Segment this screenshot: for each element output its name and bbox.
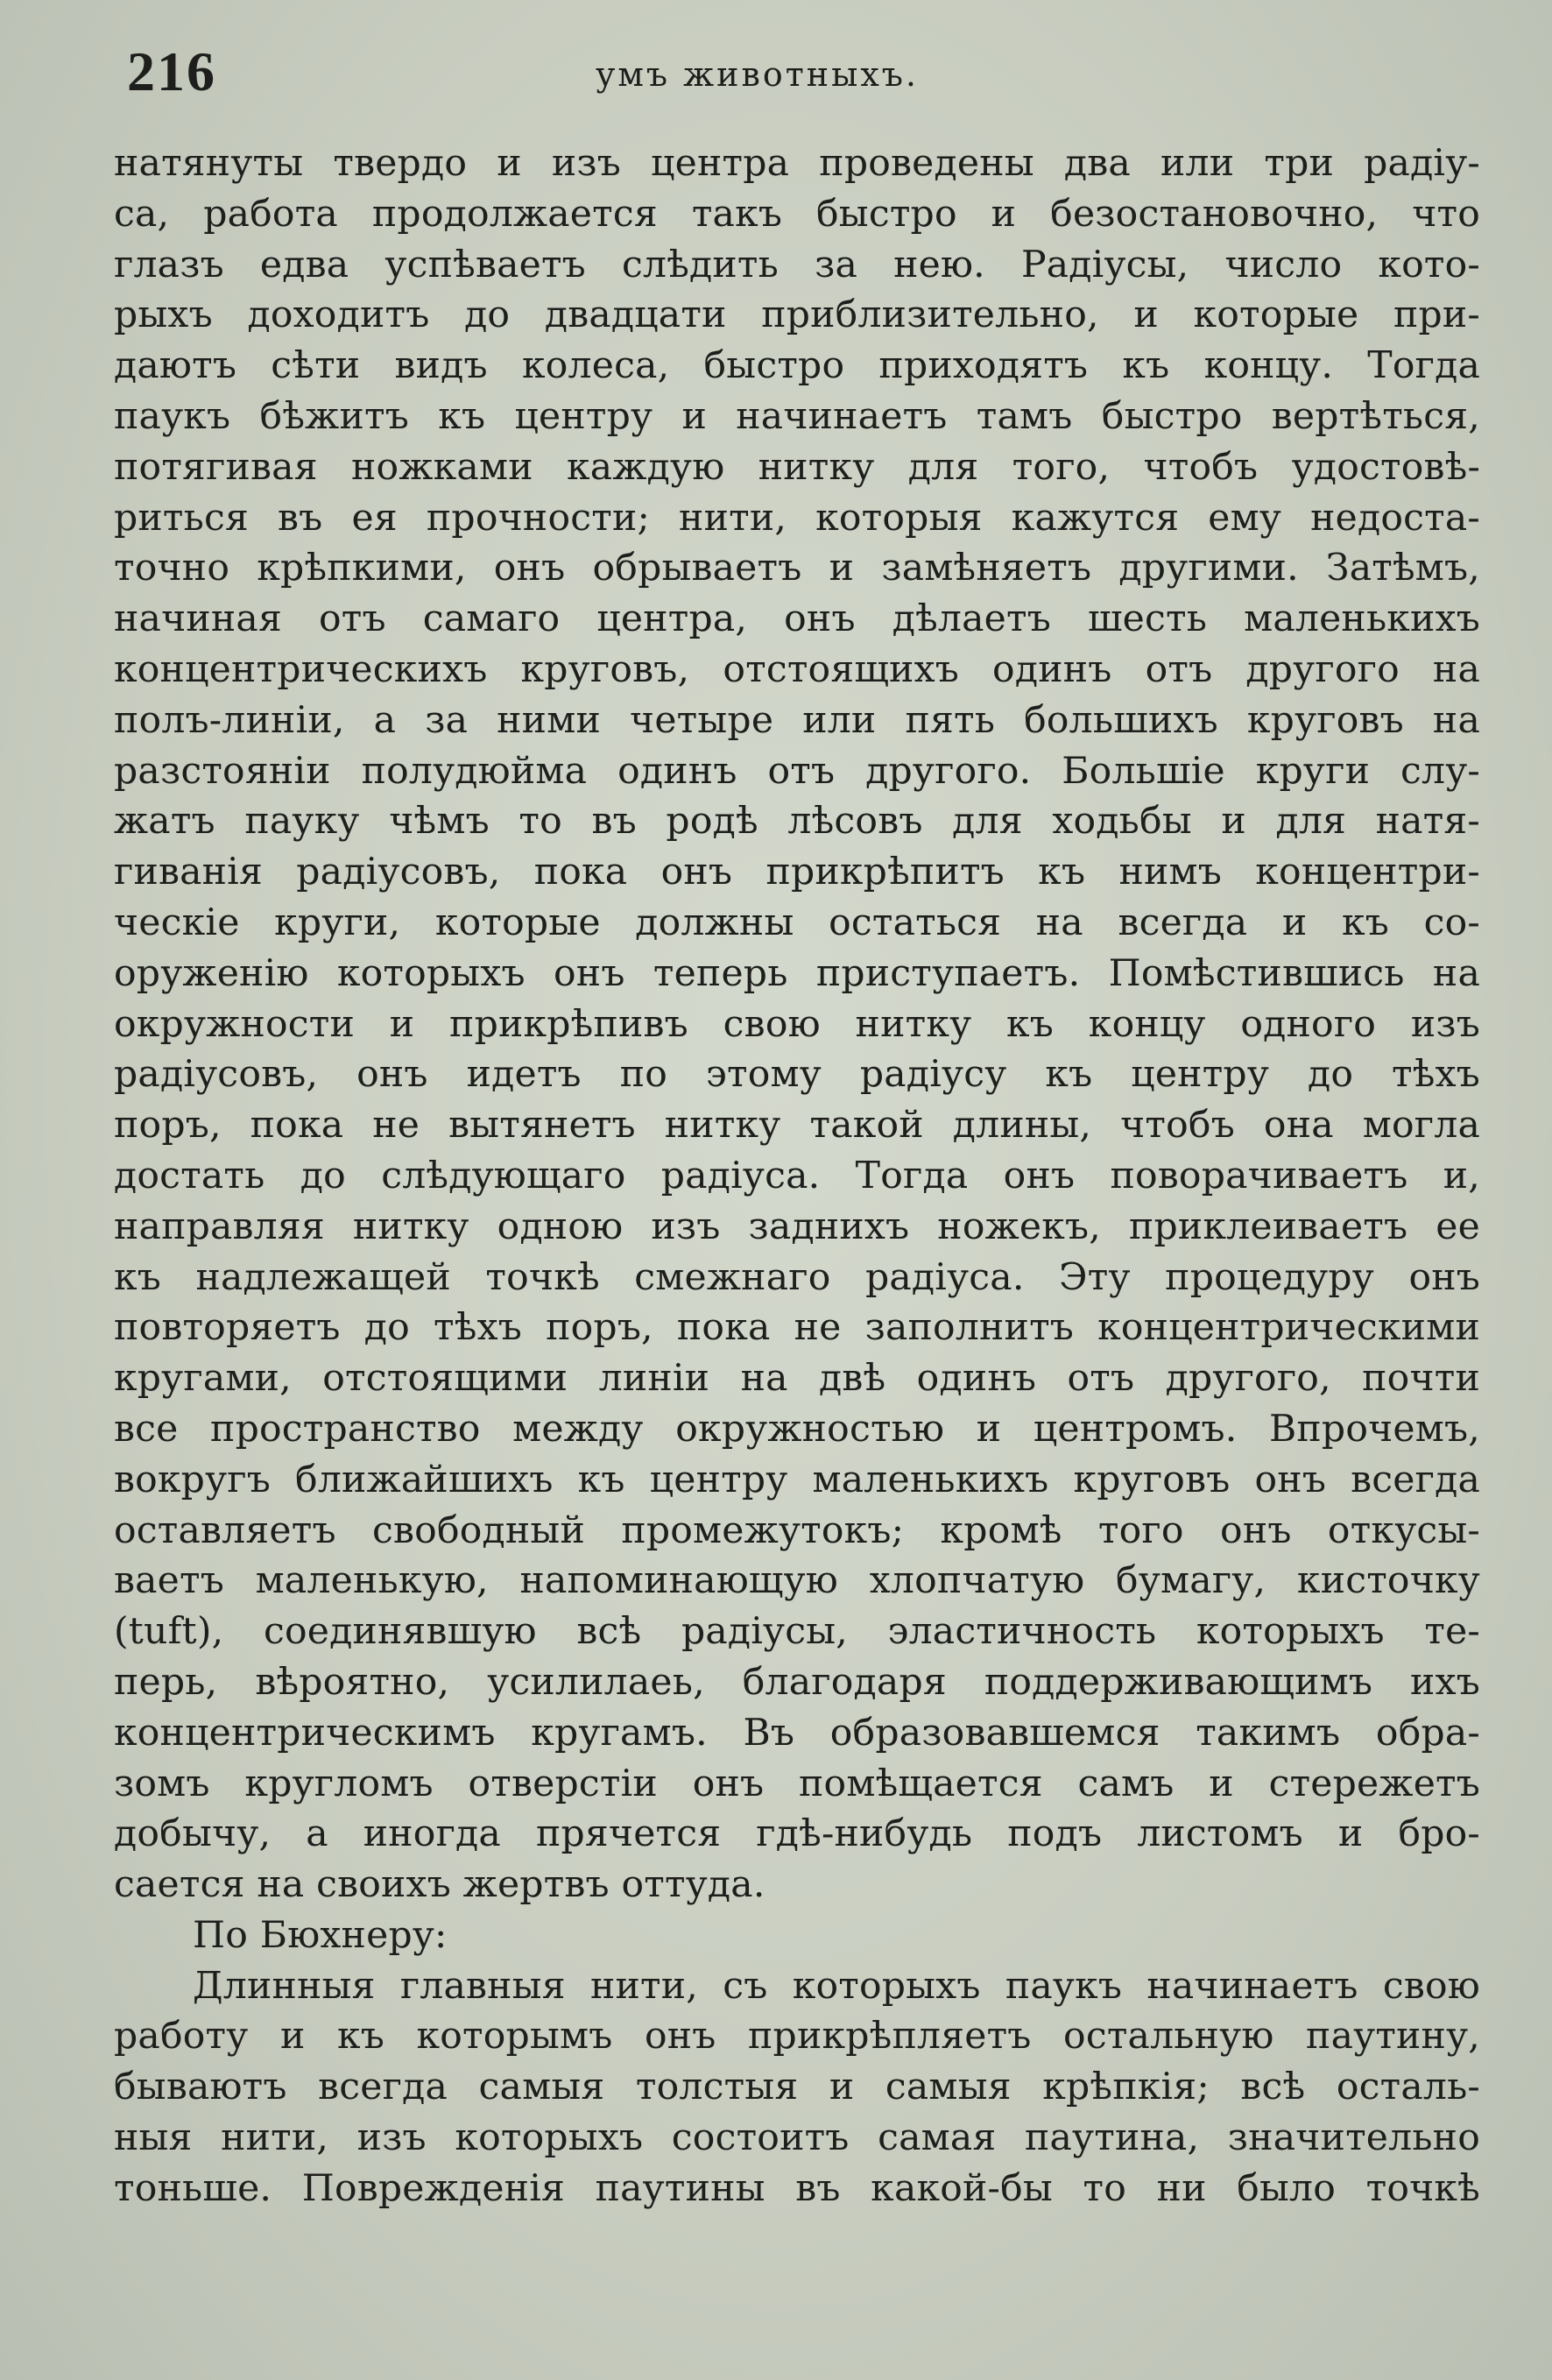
text-line: все пространство между окружностью и центромъ. Впрочемъ, (114, 1407, 1480, 1451)
text-line: зомъ кругломъ отверстіи онъ помѣщается самъ и стережетъ (114, 1762, 1480, 1805)
text-line: начиная отъ самаго центра, онъ дѣлаетъ шесть маленькихъ (114, 597, 1480, 641)
text-line: концентрическихъ круговъ, отстоящихъ одинъ отъ другого на (114, 647, 1480, 691)
text-line: оруженію которыхъ онъ теперь приступаетъ. Помѣстившись на (114, 951, 1480, 995)
page-header (123, 39, 1471, 109)
text-line: (tuft), соединявшую всѣ радіусы, эластичность которыхъ те- (114, 1610, 1480, 1654)
text-line: направляя нитку одною изъ заднихъ ножекъ, приклеиваетъ ее (114, 1204, 1480, 1248)
text-line: ваетъ маленькую, напоминающую хлопчатую бумагу, кисточку (114, 1559, 1480, 1603)
text-line: даютъ сѣти видъ колеса, быстро приходятъ къ концу. Тогда (114, 344, 1480, 388)
text-line: перь, вѣроятно, усилилаеь, благодаря поддерживающимъ ихъ (114, 1660, 1480, 1704)
text-line: работу и къ которымъ онъ прикрѣпляетъ остальную паутину, (114, 2015, 1480, 2059)
text-line: концентрическимъ кругамъ. Въ образовавшемся такимъ обра- (114, 1711, 1480, 1755)
text-line: достать до слѣдующаго радіуса. Тогда онъ поворачиваетъ и, (114, 1154, 1480, 1197)
body-text (114, 138, 1480, 2214)
text-line: натянуты твердо и изъ центра проведены два или три радіу- (114, 142, 1480, 185)
text-line: са, работа продолжается такъ быстро и безостановочно, что (114, 192, 1480, 236)
text-line: повторяетъ до тѣхъ поръ, пока не заполнитъ концентрическими (114, 1306, 1480, 1350)
text-line: тоньше. Поврежденія паутины въ какой-бы то ни было точкѣ (114, 2166, 1480, 2210)
text-line: паукъ бѣжитъ къ центру и начинаетъ тамъ быстро вертѣться, (114, 394, 1480, 438)
text-line: ныя нити, изъ которыхъ состоитъ самая паутина, значительно (114, 2116, 1480, 2160)
text-line: бываютъ всегда самыя толстыя и самыя крѣпкія; всѣ осталь- (114, 2066, 1480, 2109)
text-line: поръ, пока не вытянетъ нитку такой длины, чтобъ она могла (114, 1104, 1480, 1148)
text-line: разстояніи полудюйма одинъ отъ другого. Большіе круги слу- (114, 749, 1480, 793)
text-line: кругами, отстоящими линіи на двѣ одинъ отъ другого, почти (114, 1357, 1480, 1401)
paragraph-first-line: Длинныя главныя нити, съ которыхъ паукъ начинаетъ свою (193, 1964, 1480, 2008)
text-line: гиванія радіусовъ, пока онъ прикрѣпитъ къ нимъ концентри- (114, 851, 1480, 894)
text-line: риться въ ея прочности; нити, которыя кажутся ему недоста- (114, 496, 1480, 540)
text-line: къ надлежащей точкѣ смежнаго радіуса. Эту процедуру онъ (114, 1255, 1480, 1299)
text-line: радіусовъ, онъ идетъ по этому радіусу къ центру до тѣхъ (114, 1053, 1480, 1097)
text-line: глазъ едва успѣваетъ слѣдить за нею. Радіусы, число кото- (114, 243, 1480, 286)
text-line: рыхъ доходитъ до двадцати приблизительно, и которые при- (114, 293, 1480, 337)
text-line: потягивая ножками каждую нитку для того, чтобъ удостовѣ- (114, 445, 1480, 489)
text-line: вокругъ ближайшихъ къ центру маленькихъ круговъ онъ всегда (114, 1458, 1480, 1501)
paragraph-end-line: сается на своихъ жертвъ оттуда. (114, 1863, 765, 1907)
text-line: полъ-линіи, а за ними четыре или пять большихъ круговъ на (114, 698, 1480, 742)
text-line: ческіе круги, которые должны остаться на всегда и къ со- (114, 900, 1480, 944)
text-line: жатъ пауку чѣмъ то въ родѣ лѣсовъ для ходьбы и для натя- (114, 800, 1480, 844)
page-number: 216 (127, 40, 216, 102)
text-line: оставляетъ свободный промежутокъ; кромѣ того онъ откусы- (114, 1508, 1480, 1552)
running-title: умъ животныхъ. (596, 55, 920, 94)
paragraph-heading-line: По Бюхнеру: (193, 1913, 448, 1957)
text-line: добычу, а иногда прячется гдѣ-нибудь подъ листомъ и бро- (114, 1812, 1480, 1856)
text-line: окружности и прикрѣпивъ свою нитку къ концу одного изъ (114, 1002, 1480, 1046)
text-line: точно крѣпкими, онъ обрываетъ и замѣняетъ другими. Затѣмъ, (114, 547, 1480, 590)
